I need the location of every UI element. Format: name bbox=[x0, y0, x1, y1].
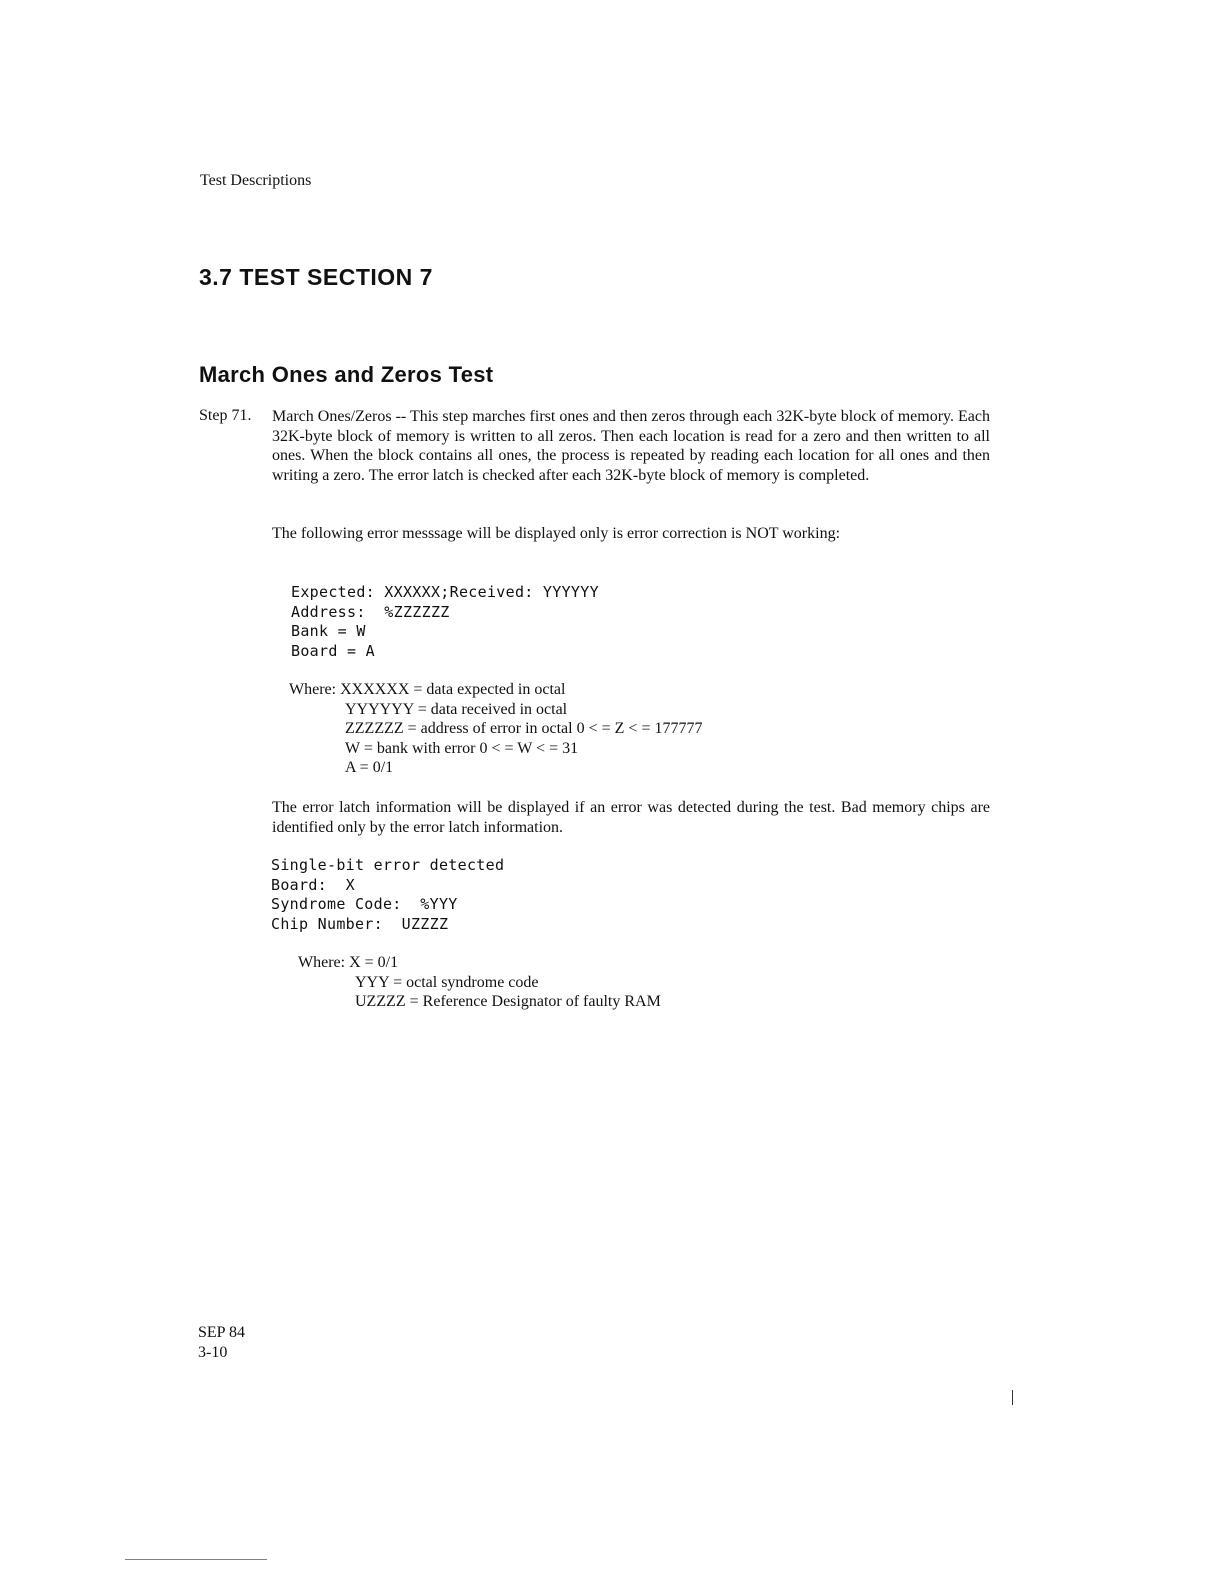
where-line: YYYYYY = data received in octal bbox=[345, 700, 568, 718]
where-line: YYY = octal syndrome code bbox=[355, 973, 539, 991]
error-latch-intro: The error latch information will be displayed if an error was detected during the test. Bad memory chips are identified only by the error latch information. bbox=[272, 799, 990, 836]
code-line: Address: %ZZZZZZ bbox=[291, 602, 450, 621]
code-line: Expected: XXXXXX;Received: YYYYYY bbox=[291, 583, 599, 601]
where-label: Where: bbox=[298, 954, 346, 971]
where-line: A = 0/1 bbox=[345, 759, 394, 777]
page-footer bbox=[198, 1323, 245, 1363]
bottom-rule bbox=[125, 1559, 267, 1560]
page-number: 3-10 bbox=[198, 1344, 228, 1361]
code-line: Board: X bbox=[271, 875, 355, 894]
error-message-intro: The following error messsage will be displayed only is error correction is NOT working: bbox=[272, 525, 841, 542]
error-message-code-block bbox=[291, 583, 599, 661]
where-line: XXXXXX = data expected in octal bbox=[340, 681, 566, 698]
error-latch-code-block bbox=[271, 856, 504, 934]
error-latch-where-block bbox=[298, 953, 661, 1012]
where-line: W = bank with error 0 < = W < = 31 bbox=[345, 739, 579, 757]
margin-change-bar bbox=[1012, 1390, 1013, 1405]
section-heading: 3.7 TEST SECTION 7 bbox=[199, 264, 433, 290]
where-row bbox=[289, 680, 702, 700]
where-label: Where: bbox=[289, 681, 337, 698]
code-line: Single-bit error detected bbox=[271, 856, 505, 874]
code-line: Bank = W bbox=[291, 622, 366, 641]
footer-date: SEP 84 bbox=[198, 1324, 245, 1341]
where-line: ZZZZZZ = address of error in octal 0 < = Z < = 177777 bbox=[345, 720, 703, 738]
test-title: March Ones and Zeros Test bbox=[199, 362, 494, 387]
code-line: Board = A bbox=[291, 641, 375, 660]
code-line: Chip Number: UZZZZ bbox=[271, 914, 449, 933]
error-message-where-block bbox=[289, 680, 702, 778]
running-header: Test Descriptions bbox=[200, 172, 312, 189]
step-description: March Ones/Zeros -- This step marches first ones and then zeros through each 32K-byte block of memory. Each 32K-byte block of memory is written to all zeros. Then each location is read for a zero and then written to all ones. When the block contains all ones, the process is repeated by reading each location for all ones and then writing a zero. The error latch is checked after each 32K-byte block of memory is completed. bbox=[272, 408, 990, 484]
where-line: UZZZZ = Reference Designator of faulty RAM bbox=[355, 993, 661, 1011]
where-line: X = 0/1 bbox=[349, 954, 399, 971]
step-label: Step 71. bbox=[199, 407, 252, 424]
code-line: Syndrome Code: %YYY bbox=[271, 895, 458, 914]
where-row bbox=[298, 953, 661, 973]
